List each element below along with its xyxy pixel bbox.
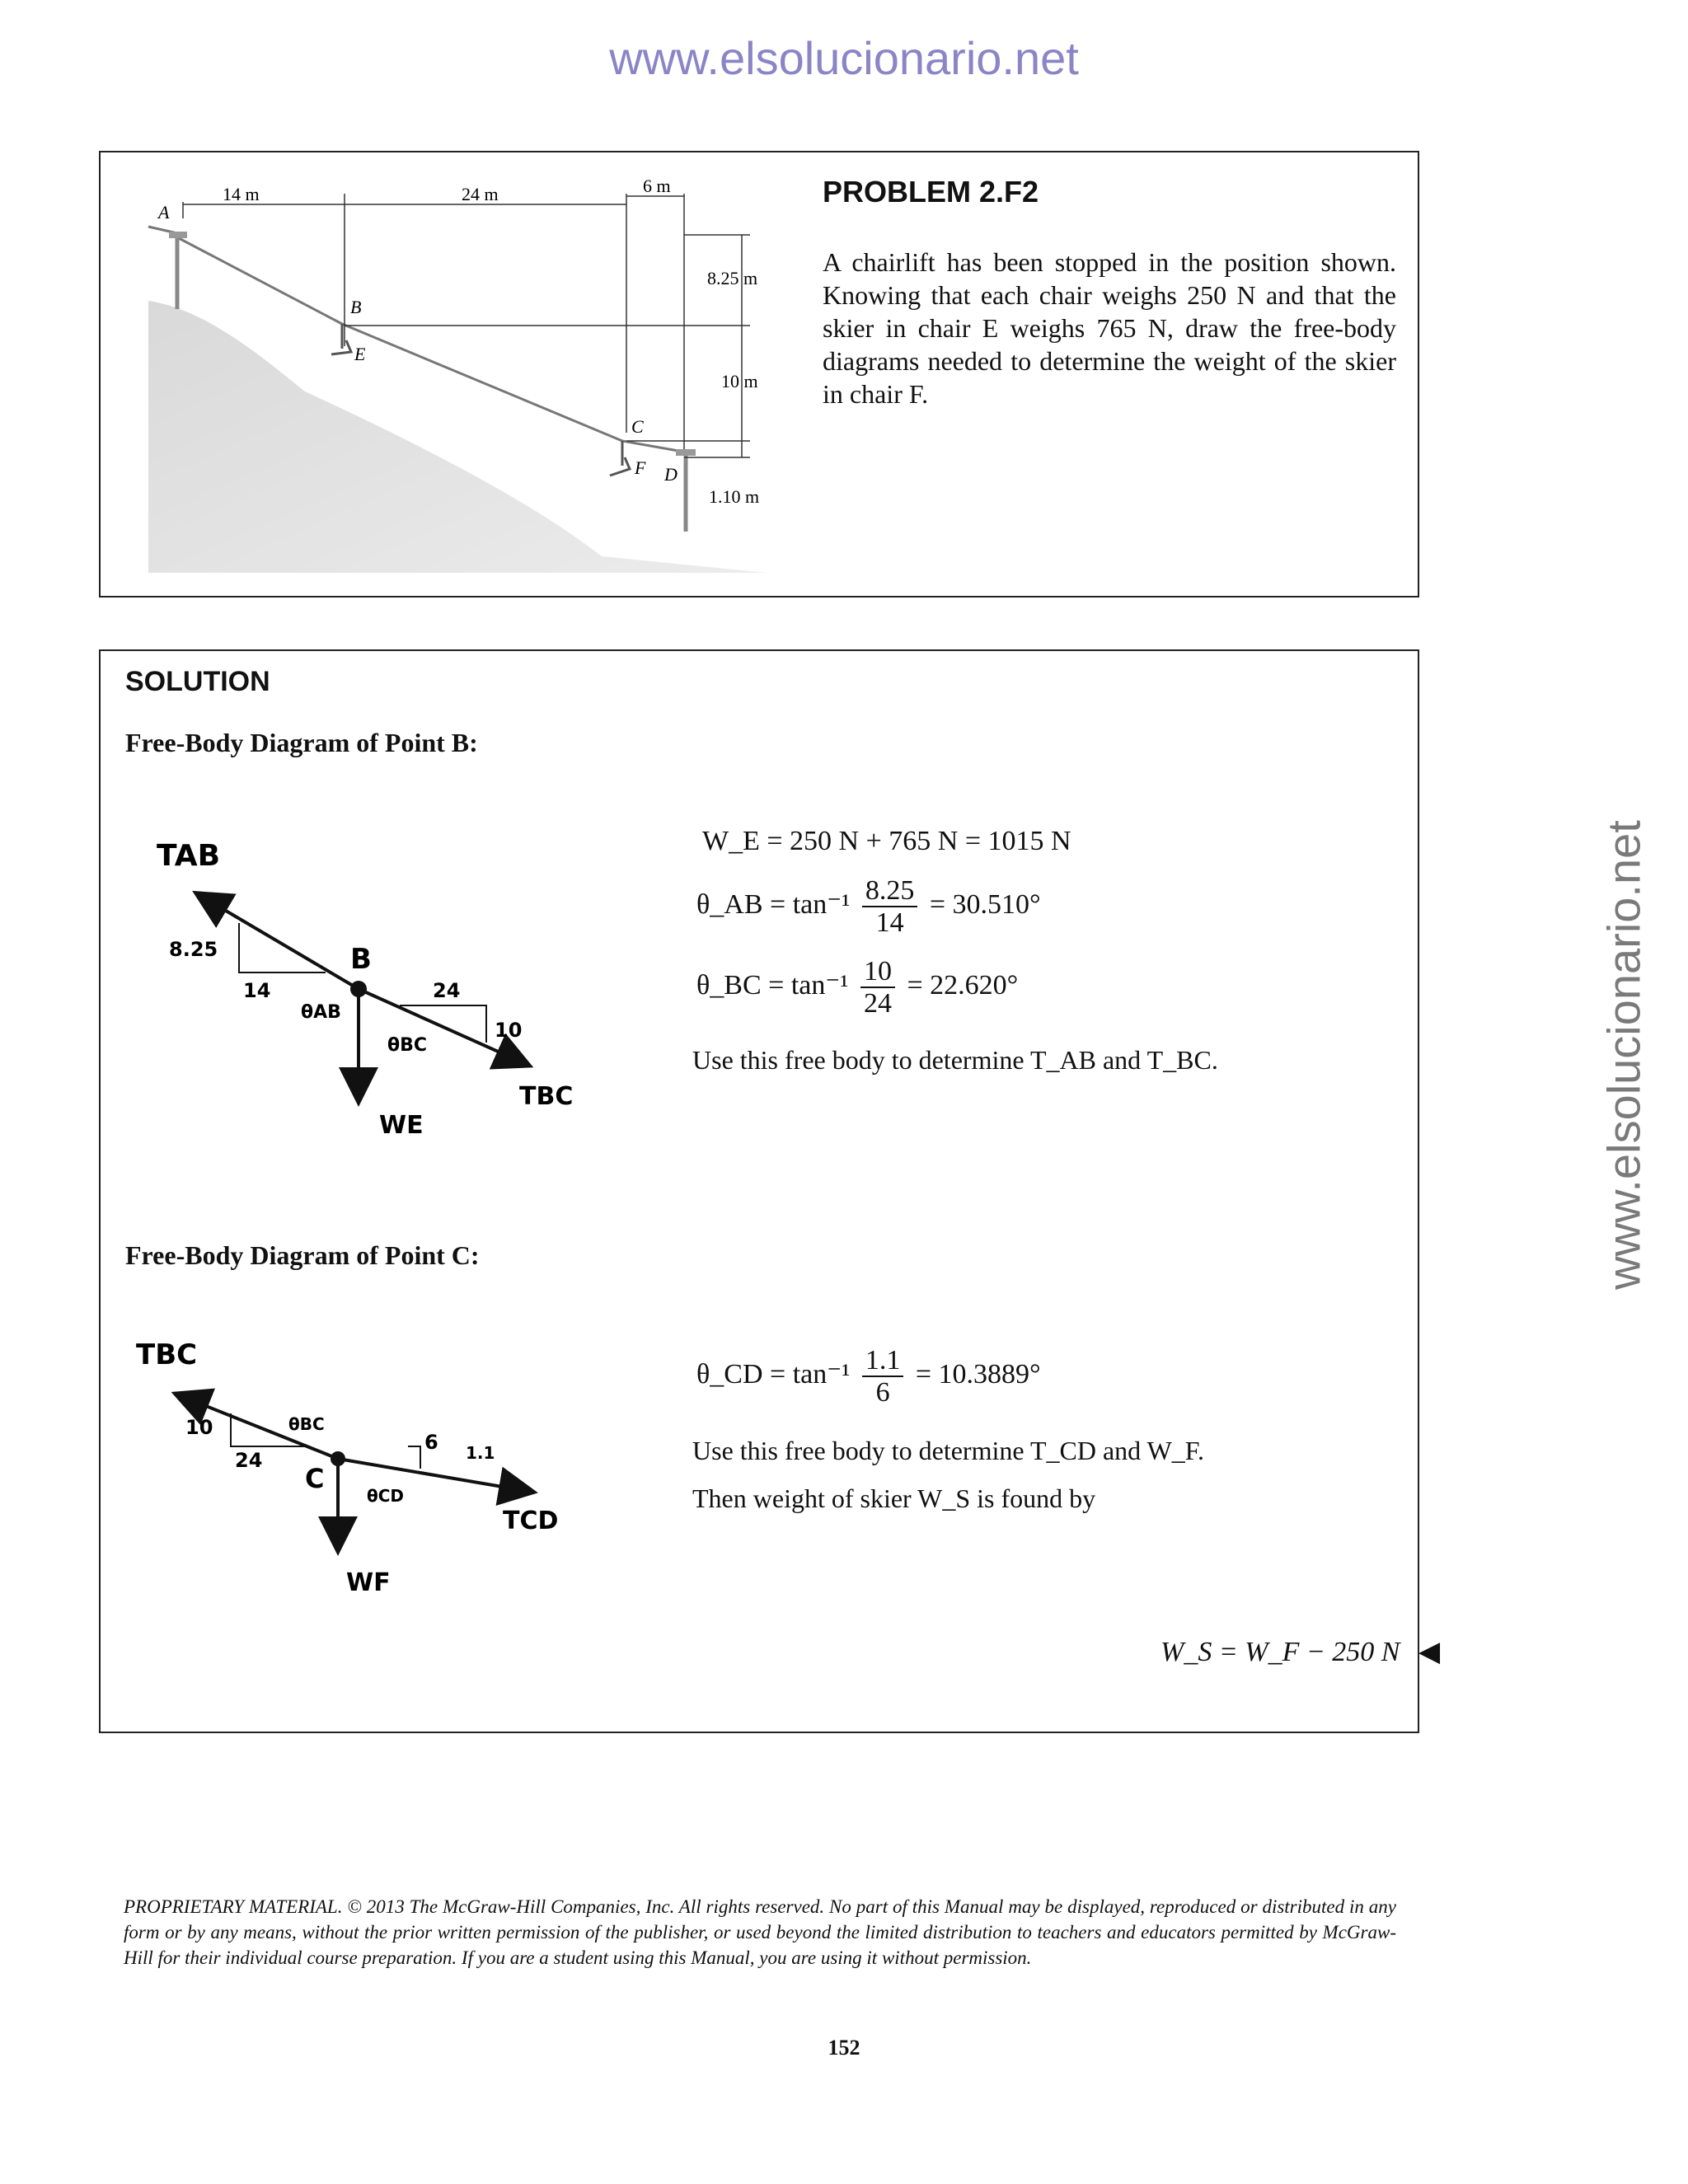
label-b: B	[350, 297, 362, 317]
problem-title: PROBLEM 2.F2	[823, 175, 1039, 209]
label-c: C	[631, 416, 644, 437]
answer-marker-icon: ◀	[1418, 1637, 1441, 1667]
label-theta-cd: θCD	[367, 1486, 405, 1506]
fbd-point-b	[140, 824, 602, 1154]
label-10: 10	[495, 1019, 523, 1042]
label-f: F	[635, 457, 646, 478]
footer-proprietary: PROPRIETARY MATERIAL. © 2013 The McGraw-Hill Companies, Inc. All rights reserved. No part of this Manual may be displayed, reproduced or distributed in any form or by any means, without the prior written permission of the publisher, or used beyond the limited distribution to teachers and educators permitted by McGraw-Hill for their individual course preparation. If you are a student using this Manual, you are using it without permission.	[124, 1896, 1396, 1968]
chair-f	[610, 441, 630, 476]
dim-14: 14 m	[223, 184, 260, 204]
dim-6: 6 m	[643, 176, 671, 196]
use-c-text: Use this free body to determine T_CD and W_F.	[692, 1436, 1205, 1465]
page-number: 152	[828, 2036, 860, 2060]
eq-theta-bc: θ_BC = tan⁻¹ $\frac{10}{24}$ = 22.620°	[696, 956, 1019, 1019]
chairlift-figure	[140, 169, 783, 573]
cable-ab	[177, 237, 342, 324]
label-tbc-c: TBC	[136, 1338, 198, 1371]
label-6: 6	[424, 1431, 438, 1454]
label-e: E	[354, 344, 366, 364]
label-we: WE	[379, 1111, 424, 1140]
solution-heading: SOLUTION	[125, 666, 270, 697]
watermark-side: www.elsolucionario.net	[1597, 820, 1650, 1290]
eq-theta-cd: θ_CD = tan⁻¹ $\frac{1.1}{6}$ = 10.3889°	[696, 1345, 1041, 1408]
dim-10: 10 m	[721, 371, 758, 391]
label-tcd: TCD	[503, 1507, 559, 1535]
cable-bc	[342, 324, 622, 441]
label-tbc: TBC	[519, 1082, 574, 1111]
label-11: 1.1	[466, 1443, 495, 1463]
label-24-c: 24	[235, 1449, 263, 1472]
label-a: A	[158, 202, 170, 223]
dim-825: 8.25 m	[707, 268, 758, 288]
hillside	[148, 301, 767, 573]
label-d: D	[664, 464, 678, 485]
label-theta-bc-c: θBC	[288, 1414, 325, 1434]
label-theta-bc: θBC	[387, 1035, 428, 1056]
label-14: 14	[243, 979, 271, 1002]
watermark-top: www.elsolucionario.net	[609, 32, 1079, 84]
label-tab: TAB	[157, 839, 221, 873]
eq-theta-ab: θ_AB = tan⁻¹ $\frac{8.25}{14}$ = 30.510°	[696, 875, 1041, 939]
final-equation: W_S = W_F − 250 N ◀	[1160, 1637, 1441, 1667]
label-24: 24	[433, 979, 461, 1002]
problem-text: A chairlift has been stopped in the position shown. Knowing that each chair weighs 250 N and that the skier in chair E weighs 765 N, draw the free-body diagrams needed to determine the weight of the skier in chair F.	[823, 247, 1396, 409]
arrow-tab	[198, 894, 359, 989]
label-theta-ab: θAB	[301, 1002, 341, 1023]
label-wf: WF	[346, 1568, 391, 1597]
then-text: Then weight of skier W_S is found by	[692, 1483, 1096, 1513]
eq-we: W_E = 250 N + 765 N = 1015 N	[702, 826, 1071, 856]
label-825: 8.25	[169, 938, 218, 961]
fbd-point-c	[132, 1327, 593, 1607]
label-10-c: 10	[185, 1416, 213, 1439]
fbd-c-title: Free-Body Diagram of Point C:	[125, 1240, 480, 1270]
chair-e	[331, 324, 351, 354]
use-b-text: Use this free body to determine T_AB and T_BC.	[692, 1045, 1218, 1075]
label-c: C	[305, 1463, 325, 1494]
fbd-b-title: Free-Body Diagram of Point B:	[125, 728, 478, 757]
dim-24: 24 m	[462, 184, 499, 204]
dim-110: 1.10 m	[709, 486, 760, 507]
label-b: B	[350, 943, 372, 976]
